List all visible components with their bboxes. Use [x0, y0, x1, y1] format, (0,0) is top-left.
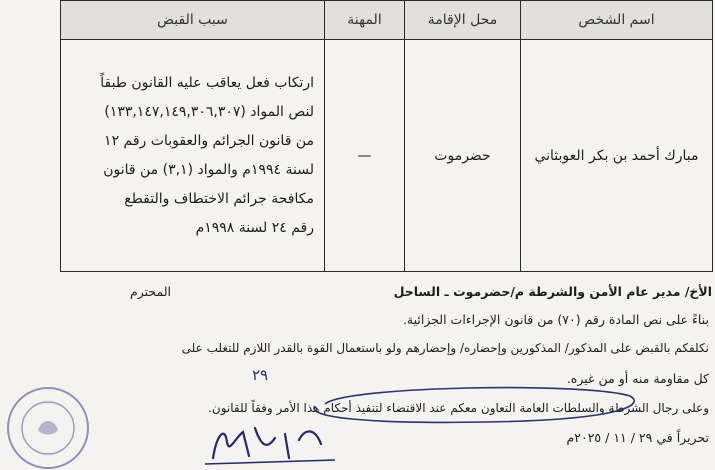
cooperation-line: وعلى رجال الشرطة والسلطات العامة التعاون معكم عند الاقتضاء لتنفيذ أحكام هذا الأمر وفقاً للقانون. — [208, 401, 709, 415]
addressee-line — [130, 284, 712, 306]
header-reason: سبب القبض — [61, 1, 325, 40]
issue-date: تحريراً في ٢٩ / ١١ / ٢٠٢٥م — [566, 430, 709, 445]
addressee: الأخ/ مدير عام الأمن والشرطة م/حضرموت ـ الساحل — [393, 284, 712, 299]
legal-basis-line: بناءً على نص المادة رقم (٧٠) من قانون الإجراءات الجزائية. — [402, 312, 709, 327]
official-stamp-icon — [2, 378, 94, 470]
handwritten-mark: ٢٩ — [252, 366, 269, 384]
cell-name: مبارك أحمد بن بكر العوبثاني — [521, 40, 713, 272]
respected-label: المحترم — [130, 284, 171, 299]
reason-line: رقم ٢٤ لسنة ١٩٩٨م — [195, 219, 314, 236]
header-profession: المهنة — [325, 1, 405, 40]
header-residence: محل الإقامة — [405, 1, 521, 40]
reason-line: لسنة ١٩٩٤م والمواد (٣,١) من قانون — [103, 161, 314, 178]
table-row — [61, 40, 713, 272]
header-name: اسم الشخص — [521, 1, 713, 40]
reason-line: مكافحة جرائم الاختطاف والتقطع — [124, 190, 314, 207]
suspect-table — [60, 0, 713, 272]
reason-line: لنص المواد (١٣٣,١٤٧,١٤٩,٣٠٦,٣٠٧) — [104, 103, 314, 120]
cell-profession: — — [325, 40, 405, 272]
cell-reason — [61, 40, 325, 272]
reason-line: من قانون الجرائم والعقوبات رقم ١٢ — [104, 132, 314, 149]
order-line: نكلفكم بالقبض على المذكور/ المذكورين وإحضاره/ وإحضارهم ولو باستعمال القوة بالقدر اللازم للتغلب على — [181, 341, 709, 355]
cell-residence: حضرموت — [405, 40, 521, 272]
table-header-row — [61, 1, 713, 40]
reason-line: ارتكاب فعل يعاقب عليه القانون طبقاً — [100, 74, 314, 91]
signature-icon — [195, 398, 345, 470]
resistance-line: كل مقاومة منه أو من غيره. — [566, 371, 709, 386]
